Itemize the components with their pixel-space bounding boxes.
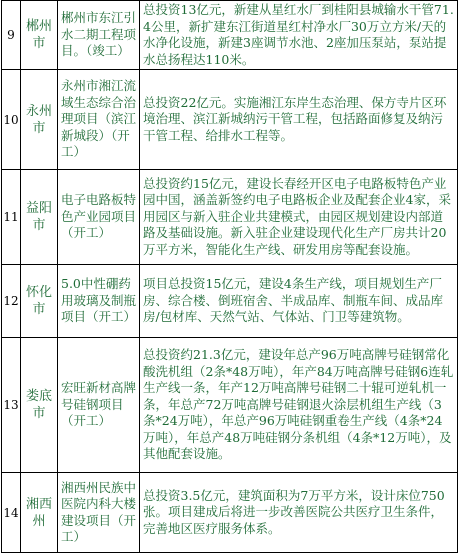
row-number: 13 (2, 338, 21, 473)
project-name: 电子电路板特色产业园项目（开工） (58, 170, 140, 265)
project-description: 项目总投资15亿元，建设4条生产线，项目规划生产厂房、综合楼、倒班宿舍、半成品库、制瓶车间、成品库房/包材库、天然气站、气体站、门卫等建筑物。 (140, 265, 458, 338)
project-name: 湘西州民族中医院内科大楼建设项目（开工） (58, 473, 140, 553)
city-name: 永州市 (21, 70, 58, 170)
row-number: 10 (2, 70, 21, 170)
table-row (2, 473, 458, 553)
project-description: 总投资约21.3亿元，建设年总产96万吨高牌号硅钢常化酸洗机组（2条*48万吨），年产84万吨高牌号硅钢6连轧生产线一条，年产12万吨高牌号硅钢二十辊可逆轧机一条，年总产72万吨高牌号硅钢退火涂层机组生产线（3条*24万吨），年总产96万吨硅钢重卷生产线（4条*24万吨），年总产48万吨硅钢分条机组（4条*12万吨），及其他配套设施。 (140, 338, 458, 473)
row-number: 9 (2, 1, 21, 70)
project-name: 宏旺新材高牌号硅钢项目（开工） (58, 338, 140, 473)
table-row (2, 1, 458, 70)
row-number: 14 (2, 473, 21, 553)
project-name: 永州市湘江流域生态综合治理项目（滨江新城段）（开工） (58, 70, 140, 170)
table-row (2, 338, 458, 473)
project-description: 总投资3.5亿元，建筑面积为7万平方米，设计床位750张。项目建成后将进一步改善医院公共医疗卫生条件，完善地区医疗服务体系。 (140, 473, 458, 553)
city-name: 怀化市 (21, 265, 58, 338)
table-row (2, 170, 458, 265)
city-name: 益阳市 (21, 170, 58, 265)
city-name: 娄底市 (21, 338, 58, 473)
table-row (2, 265, 458, 338)
table-row (2, 70, 458, 170)
project-description: 总投资22亿元。实施湘江东岸生态治理、保方寺片区环境治理、滨江新城纳污干管工程，包括路面修复及纳污干管工程、给排水工程等。 (140, 70, 458, 170)
project-name: 5.0中性硼药用玻璃及制瓶项目（开工） (58, 265, 140, 338)
project-name: 郴州市东江引水二期工程项目。（竣工） (58, 1, 140, 70)
city-name: 湘西州 (21, 473, 58, 553)
project-description: 总投资13亿元，新建从星红水厂到桂阳县城输水干管71.4公里，新扩建东江街道星红村净水厂30万立方米/天的水净化设施，新建3座调节水池、2座加压泵站，泵站提水总扬程达110米。 (140, 1, 458, 70)
project-table (1, 0, 458, 553)
row-number: 11 (2, 170, 21, 265)
row-number: 12 (2, 265, 21, 338)
project-description: 总投资约15亿元，建设长春经开区电子电路板特色产业园中国，涵盖新签约电子电路板企业及配套企业4家，采用园区与新入驻企业共建模式，由园区规划建设内部道路及基础设施。新入驻企业建设现代化生产厂房共计20万平方米，智能化生产线、研发用房等配套设施。 (140, 170, 458, 265)
city-name: 郴州市 (21, 1, 58, 70)
